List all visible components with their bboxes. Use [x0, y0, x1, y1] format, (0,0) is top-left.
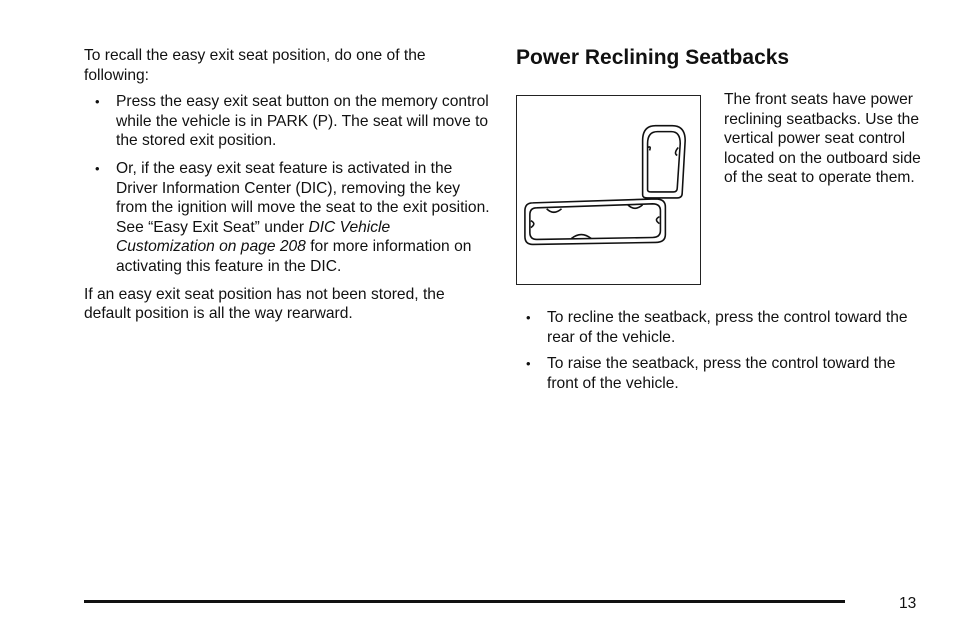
- seat-control-illustration: [516, 95, 701, 285]
- recall-steps-list: [84, 92, 490, 276]
- closing-paragraph: If an easy exit seat position has not been stored, the default position is all the way rearward.: [84, 285, 445, 323]
- intro-paragraph: To recall the easy exit seat position, do one of the following:: [84, 47, 426, 84]
- list-item-text: Press the easy exit seat button on the memory control while the vehicle is in PARK (P). The seat will move to the stored exit position.: [116, 93, 489, 150]
- footer-rule: [84, 600, 845, 603]
- list-item-text: Or, if the easy exit seat feature is activated in the Driver Information Center (DIC), removing the key from the ignition will move the seat to the exit position. See “Easy Exit Seat” under: [116, 159, 490, 236]
- list-item: [84, 92, 490, 151]
- bullet-icon: •: [95, 94, 100, 110]
- list-item-text: for more information on activating this feature in the DIC.: [116, 238, 472, 275]
- bullet-icon: •: [526, 356, 531, 372]
- cross-reference-link[interactable]: DIC Vehicle Customization on page 208: [116, 218, 391, 256]
- left-column: [84, 46, 490, 324]
- section-heading: Power Reclining Seatbacks: [516, 46, 790, 69]
- page-number: 13: [899, 595, 917, 612]
- list-item: [516, 308, 926, 347]
- seat-control-icon: [517, 96, 700, 284]
- bullet-icon: •: [95, 160, 100, 176]
- list-item: [84, 159, 490, 277]
- list-item-text: To raise the seatback, press the control toward the front of the vehicle.: [547, 355, 896, 392]
- figure-caption-text: The front seats have power reclining seatbacks. Use the vertical power seat control located on the outboard side of the seat to operate them.: [724, 91, 921, 187]
- recline-steps-list: [516, 308, 926, 400]
- list-item: [516, 354, 926, 393]
- bullet-icon: •: [526, 310, 531, 325]
- list-item-text: To recline the seatback, press the control toward the rear of the vehicle.: [547, 309, 908, 346]
